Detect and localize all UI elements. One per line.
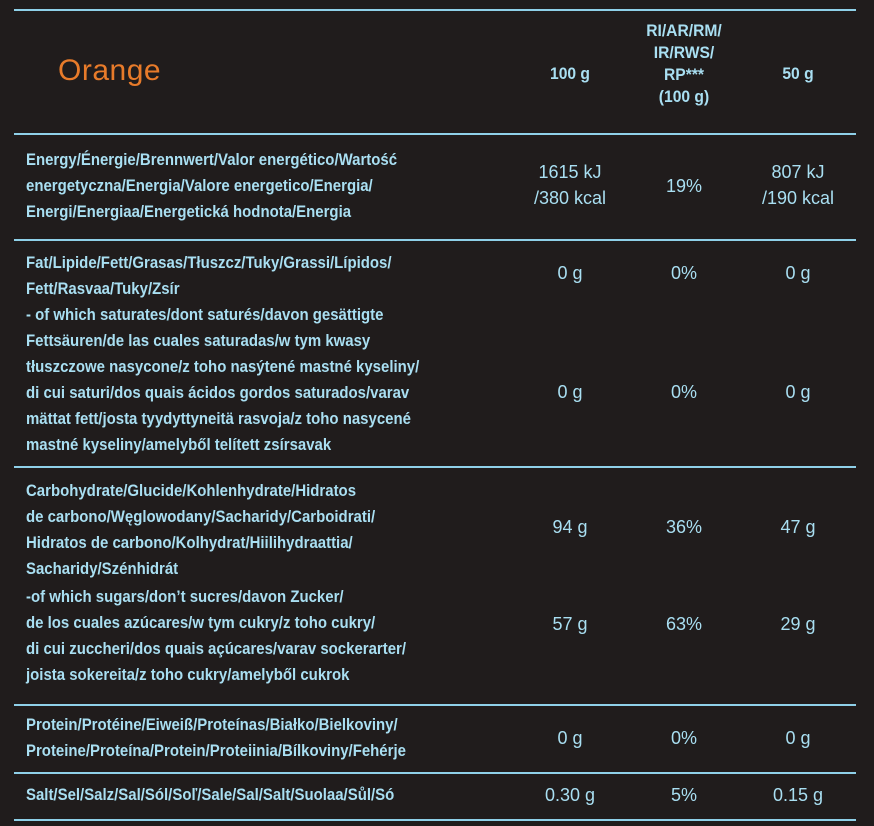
- label-line: mättat fett/josta tyydyttyneitä rasvoja/z toho nasycené: [26, 409, 411, 428]
- fat-per-50g: 0 g: [785, 263, 811, 283]
- protein-per-50g: 0 g: [785, 728, 811, 748]
- sugars-per-100g: 57 g: [552, 614, 588, 634]
- energy-ri: 19%: [665, 176, 703, 196]
- label-line: di cui zuccheri/dos quais açúcares/varav sockerarter/: [26, 639, 407, 658]
- salt-label: [26, 782, 394, 808]
- protein-ri: 0%: [670, 728, 698, 748]
- fat-per-100g: 0 g: [557, 263, 583, 283]
- label-line: Fat/Lipide/Fett/Grasas/Tłuszcz/Tuky/Grassi/Lípidos/: [26, 253, 392, 272]
- label-line: Hidratos de carbono/Kolhydrat/Hiilihydraattia/: [26, 533, 353, 552]
- header-ri-line: RI/AR/RM/: [646, 21, 722, 40]
- protein-per-100g: 0 g: [557, 728, 583, 748]
- salt-per-50g: 0.15 g: [772, 785, 824, 805]
- header-per-50g: 50 g: [782, 64, 814, 83]
- label-line: mastné kyseliny/amelyből telített zsírsavak: [26, 435, 332, 454]
- value-line: 1615 kJ: [538, 162, 602, 182]
- energy-per-50g: [762, 159, 834, 211]
- label-line: Salt/Sel/Salz/Sal/Sól/Soľ/Sale/Sal/Salt/Suolaa/Sůl/Só: [26, 785, 395, 804]
- label-line: de carbono/Węglowodany/Sacharidy/Carboidrati/: [26, 507, 376, 526]
- energy-label: [26, 147, 397, 225]
- label-line: joista sokereita/z toho cukry/amelyből cukrok: [26, 665, 350, 684]
- header-ri-line: (100 g): [658, 87, 710, 106]
- protein-label: [26, 712, 406, 764]
- carbohydrate-label: [26, 478, 375, 582]
- energy-per-100g: [534, 159, 606, 211]
- label-line: Protein/Protéine/Eiweiß/Proteínas/Białko/Bielkoviny/: [26, 715, 398, 734]
- product-title: Orange: [58, 54, 162, 87]
- salt-per-100g: 0.30 g: [544, 785, 596, 805]
- table-top-border: [14, 9, 856, 11]
- fat-ri: 0%: [670, 263, 698, 283]
- sugars-ri: 63%: [665, 614, 703, 634]
- label-line: Energy/Énergie/Brennwert/Valor energético/Wartość: [26, 150, 398, 169]
- row-divider-carbohydrate: [14, 704, 856, 706]
- label-line: Carbohydrate/Glucide/Kohlenhydrate/Hidratos: [26, 481, 357, 500]
- label-line: - of which saturates/dont saturés/davon gesättigte: [26, 305, 384, 324]
- label-line: Fettsäuren/de las cuales saturadas/w tym kwasy: [26, 331, 371, 350]
- carbohydrate-per-50g: 47 g: [780, 517, 816, 537]
- label-line: di cui saturi/dos quais ácidos gordos saturados/varav: [26, 383, 410, 402]
- header-reference-intake: [629, 20, 739, 108]
- saturates-ri: 0%: [670, 382, 698, 402]
- value-line: /380 kcal: [533, 188, 607, 208]
- label-line: Sacharidy/Szénhidrát: [26, 559, 179, 578]
- header-divider: [14, 133, 856, 135]
- label-line: energetyczna/Energia/Valore energetico/Energia/: [26, 176, 373, 195]
- label-line: Fett/Rasvaa/Tuky/Zsír: [26, 279, 180, 298]
- saturates-per-100g: 0 g: [557, 382, 583, 402]
- salt-ri: 5%: [670, 785, 698, 805]
- value-line: 807 kJ: [771, 162, 825, 182]
- saturates-per-50g: 0 g: [785, 382, 811, 402]
- header-per-100g: 100 g: [549, 64, 590, 83]
- value-line: /190 kcal: [761, 188, 835, 208]
- header-ri-line: RP***: [664, 65, 704, 84]
- sugars-per-50g: 29 g: [780, 614, 816, 634]
- carbohydrate-ri: 36%: [665, 517, 703, 537]
- label-line: tłuszczowe nasycone/z toho nasýtené mastné kyseliny/: [26, 357, 420, 376]
- label-line: de los cuales azúcares/w tym cukry/z toho cukry/: [26, 613, 376, 632]
- label-line: -of which sugars/don’t sucres/davon Zucker/: [26, 587, 344, 606]
- row-divider-energy: [14, 239, 856, 241]
- label-line: Energi/Energiaa/Energetická hodnota/Energia: [26, 202, 352, 221]
- fat-label: [26, 250, 392, 302]
- saturates-label: [26, 302, 419, 458]
- row-divider-fat: [14, 466, 856, 468]
- header-ri-line: IR/RWS/: [653, 43, 715, 62]
- table-bottom-border: [14, 819, 856, 821]
- carbohydrate-per-100g: 94 g: [552, 517, 588, 537]
- row-divider-protein: [14, 772, 856, 774]
- label-line: Proteine/Proteína/Protein/Proteiinia/Bílkoviny/Fehérje: [26, 741, 406, 760]
- sugars-label: [26, 584, 406, 688]
